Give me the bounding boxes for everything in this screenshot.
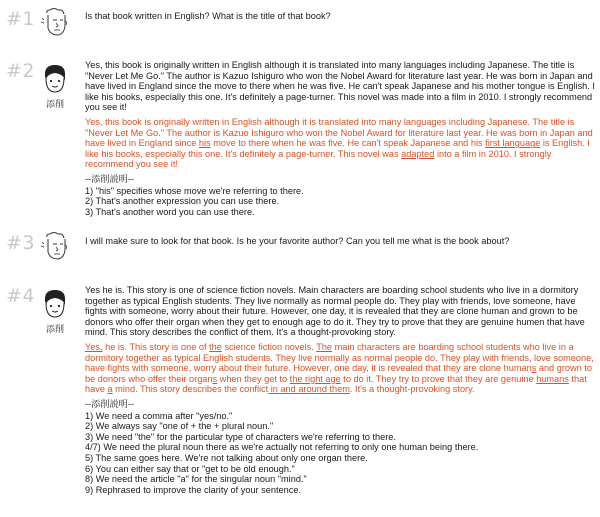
correction-1: Yes, xyxy=(85,341,103,352)
entry-4 xyxy=(0,285,600,515)
teacher-avatar-icon xyxy=(38,287,72,321)
explanation-item: 1) We need a comma after "yes/no." xyxy=(85,410,233,421)
entry-number: #1 xyxy=(6,8,36,30)
original-text: Yes, this book is originally written in English although it is translated into many languages including Japanese. The title is "Never Let Me Go." The author is Kazuo Ishiguro who won the Nobel Award for literature last year. He was born in Japan and have lived in England since the move to there when he was five. He can't speak Japanese and his mother tongue is English. I like his books, especially this one. It's definitely a page-turner. This novel was made into a film in 2010. I strongly recommend you see it! xyxy=(85,60,595,113)
explanation-item: 2) That's another expression you can use there. xyxy=(85,196,280,207)
explanation-item: 6) You can either say that or "get to be old enough." xyxy=(85,463,295,474)
corrected-text: Yes, this book is originally written in English although it is translated into many languages including Japanese. The title is "Never Let Me Go." The author is Kazuo Ishiguro who won the Nobel Award for literature last year. He was born in Japan and have lived in England since his move to there when he was five. He can't speak Japanese and his first language is English. I like his books, especially this one. It's definitely a page-turner. This novel was adapted into a film in 2010. I strongly recommend you see it! xyxy=(85,116,593,170)
correction-7: humans xyxy=(536,373,569,384)
entry-number: #2 xyxy=(6,60,36,82)
explanation-item: 3) We need "the" for the particular type of characters we're referring to there. xyxy=(85,431,396,442)
avatar-label: 添削 xyxy=(45,99,64,109)
entry-number: #4 xyxy=(6,285,36,307)
correction-6: the right age xyxy=(289,373,341,384)
correction-5: s xyxy=(212,373,218,384)
explanation-item: 8) We need the article "a" for the singular noun "mind." xyxy=(85,474,307,485)
explanation-title: --添削説明-- xyxy=(85,173,134,184)
correction-3: The xyxy=(316,341,333,352)
sketch-avatar-icon xyxy=(38,6,72,40)
correction-4: s xyxy=(531,363,537,374)
correction-2: the xyxy=(209,341,222,352)
correction-2: first language xyxy=(485,138,541,149)
entry-number: #3 xyxy=(6,232,36,254)
correction-3: adapted xyxy=(401,148,435,159)
explanation-title: --添削説明-- xyxy=(85,398,134,409)
original-text: Yes he is. This story is one of science fiction novels. Main characters are boarding school students who live in a dormitory together as typical English students. They live normally as normal people do. They play with friends, love someone, have fights with someone, worry about their future. However, one day, it is revealed that they are clone human and grown to be donors who offer their organ when they get to enough age to do it. They try to prove that they are genuine humen that have mind. This story describes the conflict of them. It's a thought-provoking story. xyxy=(85,285,585,338)
question-text: Is that book written in English? What is the title of that book? xyxy=(85,11,331,21)
correction-8: a xyxy=(107,384,113,395)
teacher-avatar-icon xyxy=(38,62,72,96)
explanation-item: 4/7) We need the plural noun there as we're actually not referring to only one human being there. xyxy=(85,442,479,453)
explanation-item: 5) The same goes here. We're not talking about only one organ there. xyxy=(85,452,368,463)
sketch-avatar-icon xyxy=(38,230,72,264)
correction-1: his xyxy=(198,138,211,149)
entry-2 xyxy=(0,60,600,225)
explanation-item: 9) Rephrased to improve the clarity of your sentence. xyxy=(85,484,302,495)
correction-9: in and around them xyxy=(268,384,350,395)
entry-1 xyxy=(0,6,600,36)
explanation-item: 1) "his" specifies whose move we're referring to there. xyxy=(85,185,304,196)
entry-3 xyxy=(0,230,600,270)
explanation-item: 2) We always say "one of + the + plural noun." xyxy=(85,421,274,432)
corrected-text: Yes, he is. This story is one of the science fiction novels. The main characters are boarding school students who live in a dormitory together as typical English students. They live normally as normal people do. They play with friends, love someone, have fights with someone, worry about their future. However, one day, it is revealed that they are clone humans and grown to be donors who offer their organs when they get to the right age to do it. They try to prove that they are genuine humans that have a mind. This story describes the conflict in and around them. It's a thought-provoking story. xyxy=(85,341,594,395)
explanation-item: 3) That's another word you can use there. xyxy=(85,206,255,217)
question-text: I will make sure to look for that book. Is he your favorite author? Can you tell me what is the book about? xyxy=(85,236,510,246)
avatar-label: 添削 xyxy=(45,324,64,334)
